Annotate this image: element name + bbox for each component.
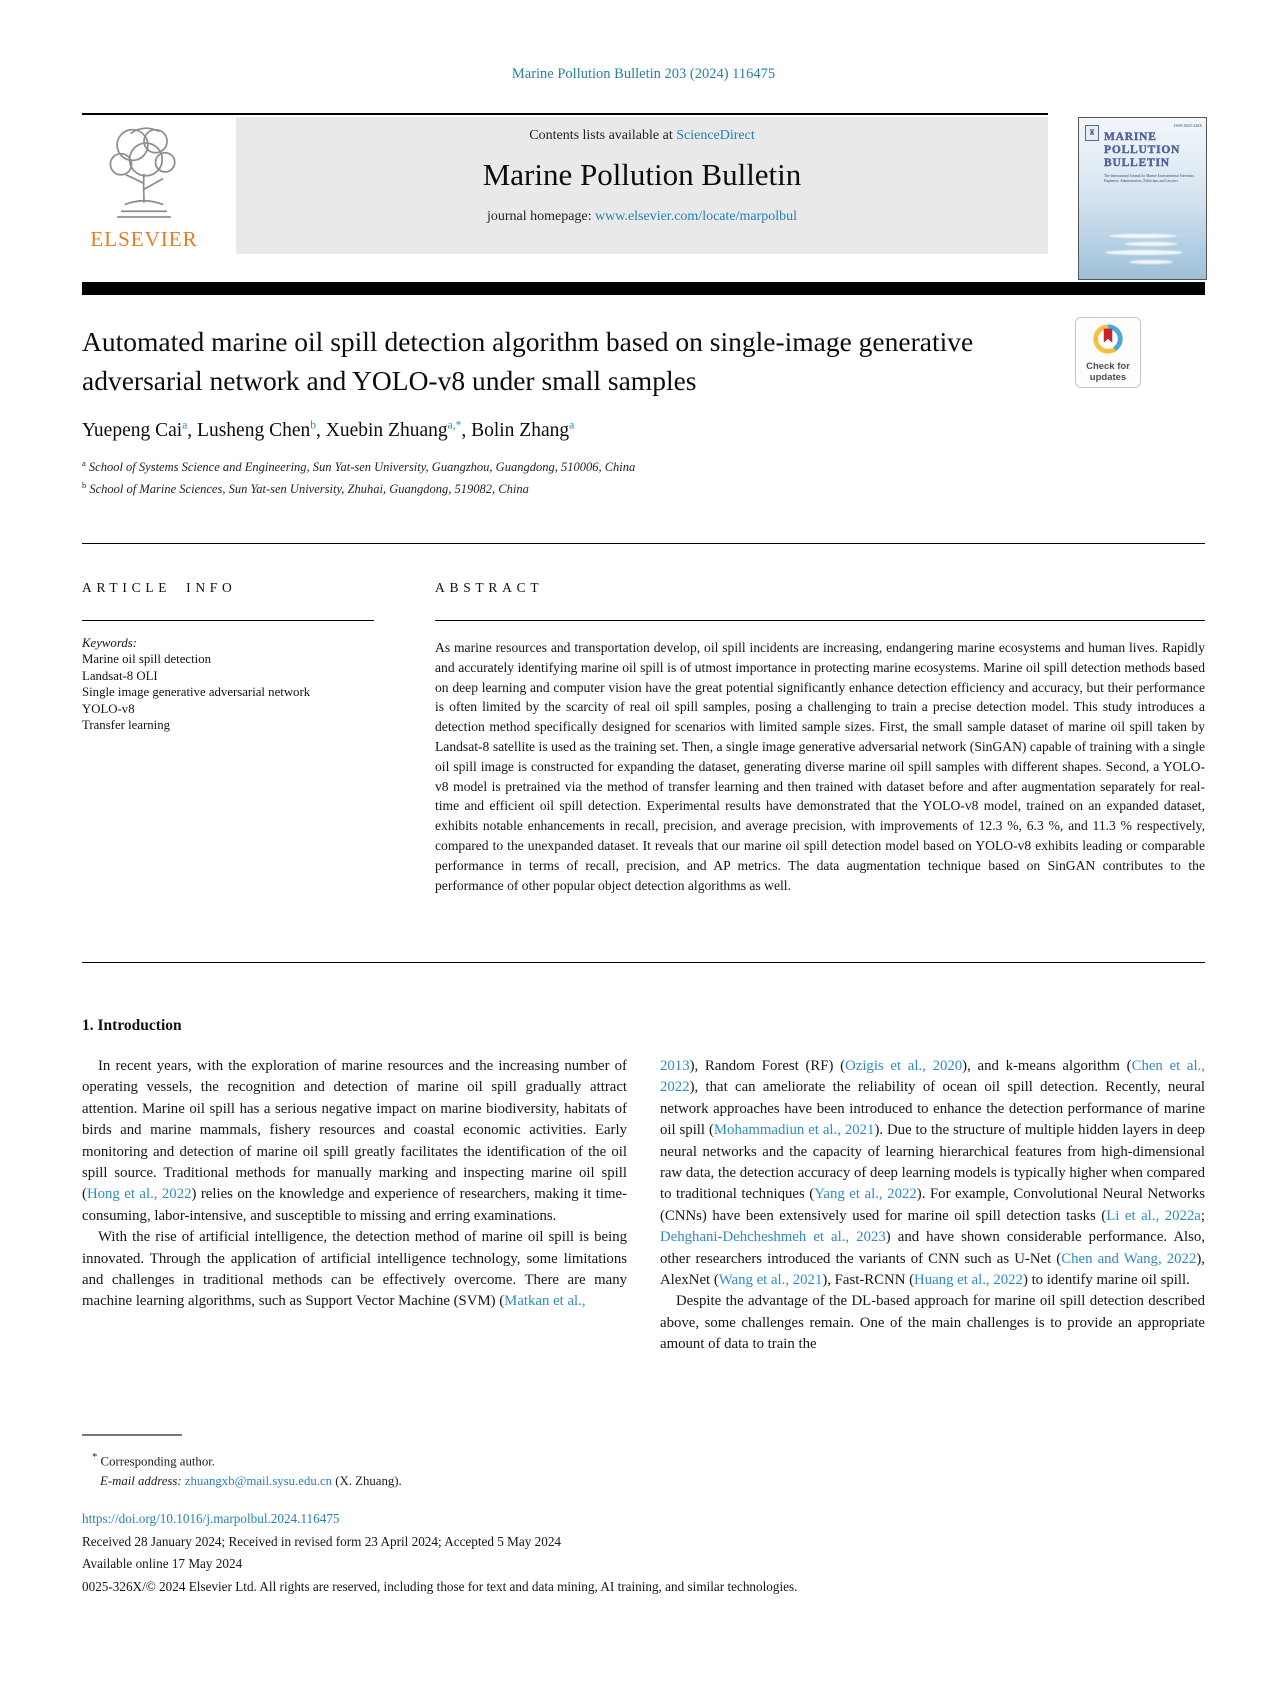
text-segment: ), that can ameliorate the reliability of ocean oil spill detection. Recently, neural network approaches have been introduced to enhance the detection performance of marine oil spill ( — [660, 1079, 1205, 1139]
journal-title: Marine Pollution Bulletin — [482, 157, 802, 192]
author — [326, 420, 471, 441]
footnote-marker: * — [92, 1452, 98, 1463]
author — [471, 420, 574, 441]
cover-title — [1104, 131, 1180, 170]
contents-line — [236, 128, 1048, 144]
author-name: Lusheng Chen — [197, 419, 311, 441]
email-label: E-mail address: — [100, 1474, 182, 1489]
author-sup: a — [182, 419, 188, 431]
text-segment: With the rise of artificial intelligence, the detection method of marine oil spill is being innovated. Through the application of artificial intelligence technology, some limitations and challenges in traditional methods can be effectively overcome. There are many machine learning algorithms, such as Support Vector Machine (SVM) ( — [82, 1229, 627, 1310]
cover-title-line: POLLUTION — [1104, 144, 1181, 156]
footnote-rule — [82, 1434, 182, 1436]
corresponding-text: Corresponding author. — [97, 1454, 215, 1469]
text-segment: ) to identify marine oil spill. — [1022, 1272, 1190, 1289]
author — [82, 420, 197, 441]
wave-streak — [1129, 260, 1173, 264]
citation-link[interactable]: Matkan et al., — [504, 1293, 586, 1310]
running-head: Marine Pollution Bulletin 203 (2024) 116475 — [511, 66, 776, 82]
article-info-rule — [82, 620, 374, 621]
author-separator: , — [461, 419, 472, 441]
affiliation-sup: b — [82, 479, 87, 490]
intro-paragraph — [82, 1056, 627, 1227]
affiliation-line — [82, 455, 635, 477]
citation-link[interactable]: Chen et al., 2022 — [660, 1058, 1205, 1096]
badge-label-line1: Check for — [1086, 361, 1130, 372]
citation-link[interactable]: Wang et al., 2021 — [718, 1272, 823, 1289]
affiliation-text: School of Marine Sciences, Sun Yat-sen University, Zhuhai, Guangdong, 519082, China — [86, 481, 529, 496]
article-info-section — [82, 580, 374, 734]
wave-streak — [1105, 250, 1183, 255]
intro-heading: 1. Introduction — [82, 1017, 182, 1034]
intro-paragraph — [660, 1056, 1205, 1291]
contents-prefix: Contents lists available at — [529, 128, 677, 143]
text-segment: ), and k-means algorithm ( — [962, 1058, 1132, 1074]
citation-link[interactable]: Mohammadiun et al., 2021 — [713, 1122, 875, 1139]
intro-paragraph — [82, 1227, 627, 1313]
citation-link[interactable]: Chen and Wang, 2022 — [1061, 1250, 1197, 1267]
cover-subtitle: The International Journal for Marine Environmental Scientists, Engineers, Administrators, Politicians and Lawyers — [1104, 174, 1195, 183]
text-segment: ), Random Forest (RF) ( — [689, 1058, 846, 1074]
footer-block — [82, 1508, 797, 1598]
affiliation-line — [82, 477, 635, 499]
wave-streak — [1125, 242, 1177, 246]
homepage-line — [236, 209, 1048, 225]
received-line: Received 28 January 2024; Received in revised form 23 April 2024; Accepted 5 May 2024 — [82, 1533, 562, 1549]
email-line — [92, 1471, 402, 1491]
citation-link[interactable]: Huang et al., 2022 — [914, 1272, 1023, 1289]
cover-issn: ISSN 0025-326X — [1174, 123, 1202, 128]
copyright-line: 0025-326X/© 2024 Elsevier Ltd. All rights are reserved, including those for text and data mining, AI training, and similar technologies. — [82, 1578, 798, 1594]
affiliation-sup: a — [82, 458, 86, 468]
abstract-rule — [435, 620, 1205, 621]
separator-bar — [82, 282, 1205, 295]
keywords-label: Keywords: — [82, 636, 137, 650]
author-name: Yuepeng Cai — [82, 419, 183, 441]
cover-title-line: MARINE — [1104, 131, 1157, 143]
text-segment: Despite the advantage of the DL-based approach for marine oil spill detection described above, some challenges remain. One of the main challenges is to provide an appropriate amount of data to train the — [660, 1293, 1205, 1353]
footnote — [92, 1448, 402, 1491]
header-rule — [82, 113, 1048, 115]
elsevier-tree-icon — [96, 209, 192, 226]
citation-link[interactable]: Dehghani-Dehcheshmeh et al., 2023 — [660, 1229, 886, 1246]
wave-streak — [1109, 234, 1177, 238]
email-link[interactable]: zhuangxb@mail.sysu.edu.cn — [184, 1474, 333, 1489]
author-sup: a — [569, 419, 575, 431]
elsevier-logo — [77, 118, 211, 254]
author-separator: , — [187, 419, 198, 441]
homepage-link[interactable]: www.elsevier.com/locate/marpolbul — [595, 209, 798, 224]
text-segment: ) relies on the knowledge and experience of researchers, making it time-consuming, labor-intensive, and susceptible to missing and erring examinations. — [82, 1186, 627, 1224]
sciencedirect-link[interactable]: ScienceDirect — [676, 128, 755, 143]
keyword-item: Landsat-8 OLI — [82, 668, 158, 683]
homepage-prefix: journal homepage: — [486, 209, 596, 224]
citation-link[interactable]: Li et al., 2022a — [1106, 1207, 1201, 1224]
citation-link[interactable]: Hong et al., 2022 — [86, 1186, 192, 1203]
author-name: Bolin Zhang — [471, 419, 570, 441]
citation-link[interactable]: Yang et al., 2022 — [814, 1186, 917, 1203]
cover-title-line: BULLETIN — [1104, 157, 1170, 169]
abstract-section — [435, 580, 1205, 895]
body-columns — [82, 1016, 1205, 1356]
check-updates-icon — [1091, 343, 1125, 360]
doi-link[interactable]: https://doi.org/10.1016/j.marpolbul.2024.116475 — [82, 1511, 340, 1526]
section-rule-bottom — [82, 962, 1205, 963]
keyword-item: Marine oil spill detection — [82, 652, 212, 666]
journal-banner — [236, 117, 1048, 254]
text-segment: ; — [1200, 1207, 1205, 1224]
author — [197, 420, 326, 441]
body-left-column — [82, 1016, 627, 1356]
article-title: Automated marine oil spill detection algorithm based on single-image generative adversarial network and YOLO-v8 under small samples — [82, 326, 974, 396]
available-line: Available online 17 May 2024 — [82, 1556, 243, 1571]
author-separator: , — [316, 419, 326, 441]
text-segment: ). Due to the structure of multiple hidden layers in deep neural networks and the capacity of learning hierarchical features from high-dimensional raw data, the detection accuracy of deep learning models is typically higher when compared to traditional techniques ( — [660, 1122, 1205, 1203]
elsevier-emblem-icon: ♜ — [1085, 125, 1099, 141]
author-name: Xuebin Zhuang — [325, 419, 448, 441]
author-sup: b — [310, 419, 316, 431]
intro-paragraph — [660, 1291, 1205, 1355]
citation-link[interactable]: Ozigis et al., 2020 — [845, 1058, 963, 1074]
journal-cover — [1078, 117, 1207, 280]
text-segment: ) and have shown considerable performance. Also, other researchers introduced the variants of CNN such as U-Net ( — [660, 1229, 1206, 1267]
text-segment: ), Fast-RCNN ( — [822, 1272, 915, 1289]
elsevier-wordmark: ELSEVIER — [90, 227, 198, 251]
abstract-heading: ABSTRACT — [435, 580, 544, 595]
keyword-item: Transfer learning — [82, 718, 171, 732]
email-suffix: (X. Zhuang). — [332, 1474, 402, 1489]
affiliation-text: School of Systems Science and Engineering, Sun Yat-sen University, Guangzhou, Guangdong, 510006, China — [85, 460, 636, 475]
body-right-column — [660, 1016, 1205, 1356]
citation-link[interactable]: 2013 — [660, 1058, 690, 1074]
section-rule-top — [82, 543, 1205, 544]
corresponding-author-note — [92, 1448, 402, 1471]
authors-line — [82, 419, 574, 442]
article-info-heading: ARTICLE INFO — [82, 580, 237, 595]
text-segment: ). For example, Convolutional Neural Networks (CNNs) have been extensively used for marine oil spill detection tasks ( — [660, 1186, 1205, 1224]
author-sup: a,* — [447, 419, 462, 431]
keyword-item: YOLO-v8 — [82, 701, 135, 716]
badge-label-line2: updates — [1089, 371, 1127, 383]
text-segment: ), AlexNet ( — [660, 1250, 1205, 1289]
keyword-item: Single image generative adversarial network — [82, 685, 311, 699]
text-segment: In recent years, with the exploration of marine resources and the increasing number of operating vessels, the recognition and detection of marine oil spill gradually attract attention. Marine oil spill has a serious negative impact on marine biodiversity, habitats of birds and marine mammals, fishery resources and coastal economic activities. Early monitoring and detection of marine oil spill greatly facilitates the identification of the oil spill source. Traditional methods for manually marking and inspecting marine oil spill ( — [82, 1058, 627, 1203]
check-updates-badge[interactable] — [1075, 317, 1141, 388]
abstract-text: As marine resources and transportation develop, oil spill incidents are increasing, endangering marine ecosystems and human lives. Rapidly and accurately identifying marine oil spill is of utmost importance in protecting marine ecosystems. Marine oil spill detection methods based on deep learning and computer vision have the great potential significantly enhance detection efficiency and accuracy, but their performance is often limited by the scarcity of real oil spill samples, posing a challenging to train a precise detection model. This study introduces a detection method specifically designed for scenarios with limited sample sizes. First, the small sample dataset of marine oil spill taken by Landsat-8 satellite is used as the training set. Then, a single image generative adversarial network (SinGAN) capable of training with a single oil spill image is constructed for expanding the dataset, generating diverse marine oil spill samples with different shapes. Second, a YOLO-v8 model is pretrained via the method of transfer learning and then trained with dataset before and after augmentation separately for real-time and efficient oil spill detection. Experimental results have demonstrated that the YOLO-v8 model, trained on an expanded dataset, exhibits notable enhancements in recall, precision, and average precision, with improvements of 12.3 %, 6.3 %, and 11.3 % respectively, compared to the unexpanded dataset. It reveals that our marine oil spill detection model based on YOLO-v8 exhibits leading or comparable performance in terms of recall, precision, and AP metrics. The data augmentation technique based on SinGAN contributes to the performance of other popular object detection algorithms as well. — [435, 640, 1205, 893]
affiliations — [82, 455, 635, 498]
